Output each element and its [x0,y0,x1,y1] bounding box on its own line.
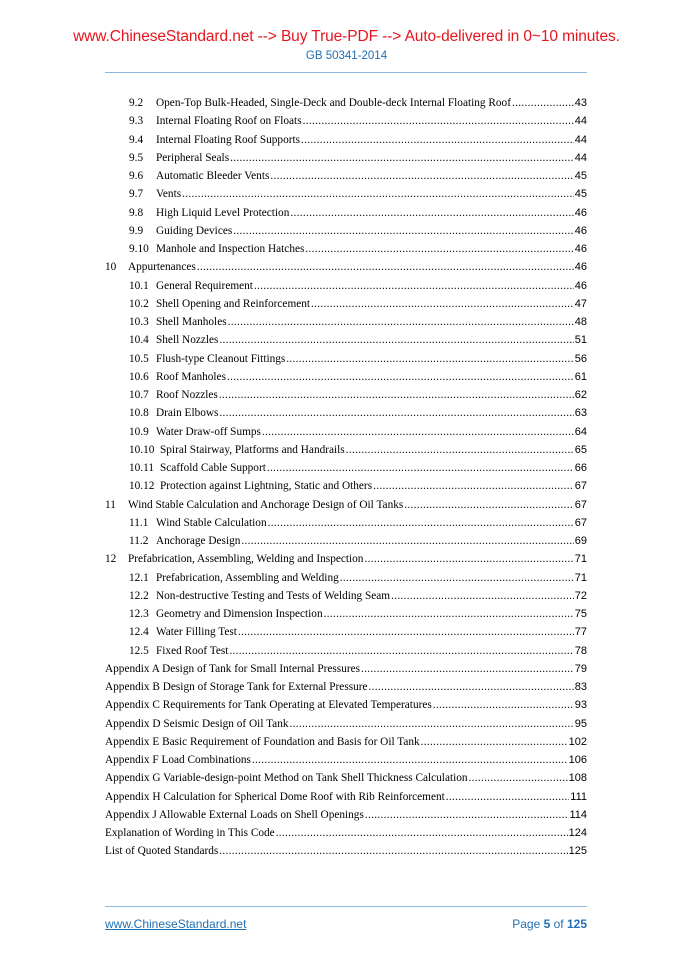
toc-entry-number: 12.2 [129,589,149,602]
toc-leader-dots [233,225,574,237]
toc-entry-number: 11.1 [129,516,149,529]
toc-entry-page: 45 [574,170,587,182]
toc-leader-dots [373,480,574,492]
toc-entry-page: 66 [574,462,587,474]
toc-entry-title: Explanation of Wording in This Code [105,827,275,839]
toc-entry-page: 56 [574,352,587,365]
standard-code: GB 50341-2014 [305,50,388,62]
toc-entry-title: Water Filling Test [156,626,237,639]
toc-leader-dots [267,462,574,474]
toc-leader-dots [219,334,573,346]
toc-entry-number: 12.4 [129,626,149,639]
toc-entry-number: 10.9 [129,425,149,438]
toc-entry-number: 9.7 [129,188,144,201]
toc-entry-page: 67 [574,480,587,493]
toc-leader-dots [252,754,568,766]
toc-entry-title: Appendix G Variable-design-point Method on Tank Shell Thickness Calculation [105,772,468,785]
toc-entry[interactable] [105,298,587,316]
toc-entry[interactable] [105,480,587,498]
toc-entry-page: 63 [574,407,587,420]
toc-entry[interactable] [105,152,587,170]
toc-entry-page: 51 [574,334,587,347]
toc-leader-dots [229,645,573,657]
toc-entry[interactable] [105,754,587,772]
toc-entry-page: 46 [574,224,587,237]
footer-rule [105,906,587,907]
toc-entry-page: 46 [574,279,587,292]
toc-entry-number: 10.12 [129,480,155,493]
toc-entry-title: Internal Floating Roof on Floats [156,115,302,128]
toc-entry-number: 10.5 [129,352,149,365]
toc-entry[interactable] [105,280,587,298]
toc-entry-title: Roof Manholes [156,370,226,383]
toc-entry-number: 9.10 [129,243,149,255]
toc-entry-page: 45 [574,188,587,201]
toc-entry-title: Appurtenances [128,261,196,274]
toc-leader-dots [219,845,567,857]
toc-entry-number: 10.8 [129,407,149,420]
toc-entry-title: Appendix A Design of Tank for Small Internal Pressures [105,662,361,675]
toc-leader-dots [361,663,574,675]
toc-entry[interactable] [105,261,587,279]
toc-entry[interactable] [105,736,587,754]
toc-leader-dots [469,772,568,784]
toc-entry[interactable] [105,170,587,188]
toc-leader-dots [276,827,568,839]
toc-leader-dots [391,590,574,602]
toc-entry-number: 10.6 [129,370,149,383]
toc-leader-dots [404,499,573,511]
toc-entry-page: 93 [574,699,587,712]
toc-entry-title: Shell Manholes [156,316,227,328]
toc-entry-number: 10.3 [129,316,149,328]
header-rule [105,72,587,73]
toc-leader-dots [290,718,574,730]
toc-entry-title: Vents [156,188,182,201]
toc-entry-number: 9.8 [129,206,144,219]
toc-entry-number: 10.7 [129,389,149,401]
toc-entry-title: Fixed Roof Test [156,644,229,657]
toc-entry[interactable] [105,353,587,371]
toc-entry-page: 83 [574,681,587,693]
toc-entry-title: Drain Elbows [156,407,219,420]
toc-leader-dots [433,699,574,711]
toc-entry-title: Peripheral Seals [156,151,230,164]
toc-entry-number: 9.9 [129,224,144,237]
toc-entry[interactable] [105,499,587,517]
toc-entry-page: 46 [574,261,587,274]
toc-entry-page: 72 [574,589,587,602]
toc-entry-page: 77 [574,626,587,639]
toc-entry-title: List of Quoted Standards [105,845,219,858]
toc-entry[interactable] [105,535,587,553]
toc-leader-dots [238,626,574,638]
toc-entry-page: 44 [574,115,587,128]
toc-entry-title: Appendix J Allowable External Loads on Shell Openings [105,808,364,821]
toc-leader-dots [241,535,573,547]
toc-entry[interactable] [105,827,587,845]
toc-entry-title: Appendix F Load Combinations [105,754,251,766]
toc-entry-number: 10.11 [129,462,154,474]
toc-entry-number: 10 [105,261,117,274]
toc-entry-page: 67 [574,516,587,529]
toc-entry-page: 62 [574,389,587,401]
toc-entry[interactable] [105,608,587,626]
toc-entry-number: 12.1 [129,571,149,584]
toc-entry[interactable] [105,699,587,717]
toc-entry-number: 10.2 [129,297,149,310]
toc-entry[interactable] [105,645,587,663]
toc-leader-dots [305,243,573,255]
toc-entry-page: 44 [574,151,587,164]
toc-entry-title: Wind Stable Calculation [156,516,267,529]
toc-leader-dots [512,97,574,109]
toc-entry-title: Roof Nozzles [156,389,218,401]
toc-entry-page: 46 [574,243,587,255]
footer-page-number: Page 5 of 125 [512,917,587,931]
toc-leader-dots [340,572,574,584]
toc-entry-title: Non-destructive Testing and Tests of Welding Seam [156,589,391,602]
toc-entry[interactable] [105,243,587,261]
toc-leader-dots [303,115,574,127]
toc-entry-title: Internal Floating Roof Supports [156,133,301,146]
toc-leader-dots [270,170,573,182]
toc-leader-dots [446,791,569,803]
toc-entry-title: Shell Opening and Reinforcement [156,297,311,310]
toc-leader-dots [369,681,574,693]
toc-entry-page: 67 [574,498,587,511]
toc-leader-dots [268,517,574,529]
toc-entry[interactable] [105,553,587,571]
toc-entry[interactable] [105,426,587,444]
toc-entry-number: 9.5 [129,151,144,164]
toc-leader-dots [254,280,574,292]
toc-entry-number: 9.6 [129,170,144,182]
toc-leader-dots [286,353,573,365]
toc-leader-dots [290,207,573,219]
toc-entry[interactable] [105,444,587,462]
toc-entry-number: 10.1 [129,279,149,292]
toc-entry-title: Guiding Devices [156,224,233,237]
toc-entry-title: Appendix E Basic Requirement of Foundation and Basis for Oil Tank [105,735,420,748]
toc-entry[interactable] [105,371,587,389]
toc-entry-title: Flush-type Cleanout Fittings [156,352,286,365]
toc-entry[interactable] [105,407,587,425]
toc-entry-number: 9.2 [129,97,144,109]
toc-entry[interactable] [105,517,587,535]
toc-leader-dots [182,188,574,200]
toc-entry[interactable] [105,572,587,590]
toc-entry-title: Spiral Stairway, Platforms and Handrails [160,443,345,456]
toc-entry[interactable] [105,845,587,863]
toc-entry-number: 12 [105,553,117,566]
toc-entry[interactable] [105,188,587,206]
toc-entry-page: 61 [574,370,587,383]
toc-entry[interactable] [105,115,587,133]
toc-entry-title: Automatic Bleeder Vents [156,170,270,182]
toc-entry[interactable] [105,590,587,608]
toc-entry-page: 65 [574,443,587,456]
toc-entry-page: 75 [574,608,587,620]
toc-entry-page: 79 [574,662,587,675]
toc-entry-number: 12.3 [129,608,149,620]
toc-entry-page: 78 [574,644,587,657]
toc-entry-page: 46 [574,206,587,219]
toc-entry-number: 12.5 [129,644,149,657]
toc-entry-page: 71 [574,571,587,584]
toc-entry-number: 10.4 [129,334,149,347]
toc-leader-dots [421,736,568,748]
toc-entry[interactable] [105,207,587,225]
toc-entry-page: 108 [568,772,587,785]
toc-entry-title: Prefabrication, Assembling and Welding [156,571,339,584]
toc-leader-dots [301,134,574,146]
toc-leader-dots [219,407,573,419]
toc-entry-title: Appendix D Seismic Design of Oil Tank [105,717,289,730]
toc-entry[interactable] [105,97,587,115]
toc-entry-page: 69 [574,535,587,547]
toc-leader-dots [324,608,574,620]
toc-entry-number: 10.10 [129,443,155,456]
toc-entry[interactable] [105,772,587,790]
toc-entry-page: 125 [568,845,587,858]
toc-entry-page: 106 [568,754,587,766]
toc-leader-dots [346,444,574,456]
toc-leader-dots [365,809,569,821]
toc-leader-dots [230,152,574,164]
toc-entry-title: Appendix B Design of Storage Tank for External Pressure [105,681,368,693]
toc-entry-page: 95 [574,717,587,730]
toc-entry-page: 111 [570,790,587,803]
toc-entry-page: 124 [568,827,587,839]
toc-entry[interactable] [105,134,587,152]
toc-entry-page: 43 [574,97,587,109]
toc-entry[interactable] [105,718,587,736]
toc-leader-dots [262,426,574,438]
toc-entry[interactable] [105,462,587,480]
toc-entry-title: Scaffold Cable Support [160,462,266,474]
toc-leader-dots [227,371,574,383]
toc-entry-title: Anchorage Design [156,535,241,547]
toc-entry-number: 11.2 [129,535,149,547]
toc-leader-dots [197,261,574,273]
toc-entry-title: Shell Nozzles [156,334,219,347]
toc-entry-number: 9.3 [129,115,144,128]
toc-leader-dots [364,553,573,565]
toc-entry-title: Open-Top Bulk-Headed, Single-Deck and Double-deck Internal Floating Roof [156,97,511,109]
toc-entry[interactable] [105,791,587,809]
toc-entry[interactable] [105,681,587,699]
toc-entry[interactable] [105,626,587,644]
toc-entry[interactable] [105,225,587,243]
toc-leader-dots [219,389,574,401]
toc-entry-title: Geometry and Dimension Inspection [156,608,323,620]
toc-entry[interactable] [105,389,587,407]
table-of-contents [105,97,587,864]
toc-entry-page: 102 [568,735,587,748]
toc-entry-title: Prefabrication, Assembling, Welding and Inspection [128,553,364,566]
toc-leader-dots [311,298,574,310]
toc-entry-number: 11 [105,498,116,511]
toc-entry-title: High Liquid Level Protection [156,206,290,219]
toc-entry[interactable] [105,663,587,681]
toc-entry-page: 64 [574,425,587,438]
toc-entry-title: Appendix C Requirements for Tank Operating at Elevated Temperatures [105,699,432,712]
toc-entry[interactable] [105,316,587,334]
promo-banner-link[interactable]: www.ChineseStandard.net --> Buy True-PDF --> Auto-delivered in 0~10 minutes. [73,28,620,45]
toc-leader-dots [228,316,574,328]
toc-entry-title: Water Draw-off Sumps [156,425,261,438]
toc-entry-page: 48 [574,316,587,328]
toc-entry[interactable] [105,809,587,827]
toc-entry-number: 9.4 [129,133,144,146]
footer-site-link[interactable]: www.ChineseStandard.net [105,917,247,931]
toc-entry-page: 44 [574,133,587,146]
toc-entry-title: General Requirement [156,279,253,292]
toc-entry-title: Protection against Lightning, Static and Others [160,480,373,493]
toc-entry[interactable] [105,334,587,352]
toc-entry-page: 71 [574,553,587,566]
toc-entry-title: Appendix H Calculation for Spherical Dome Roof with Rib Reinforcement [105,790,445,803]
toc-entry-title: Manhole and Inspection Hatches [156,243,305,255]
toc-entry-page: 47 [574,297,587,310]
toc-entry-page: 114 [569,808,587,821]
toc-entry-title: Wind Stable Calculation and Anchorage Design of Oil Tanks [128,498,404,511]
